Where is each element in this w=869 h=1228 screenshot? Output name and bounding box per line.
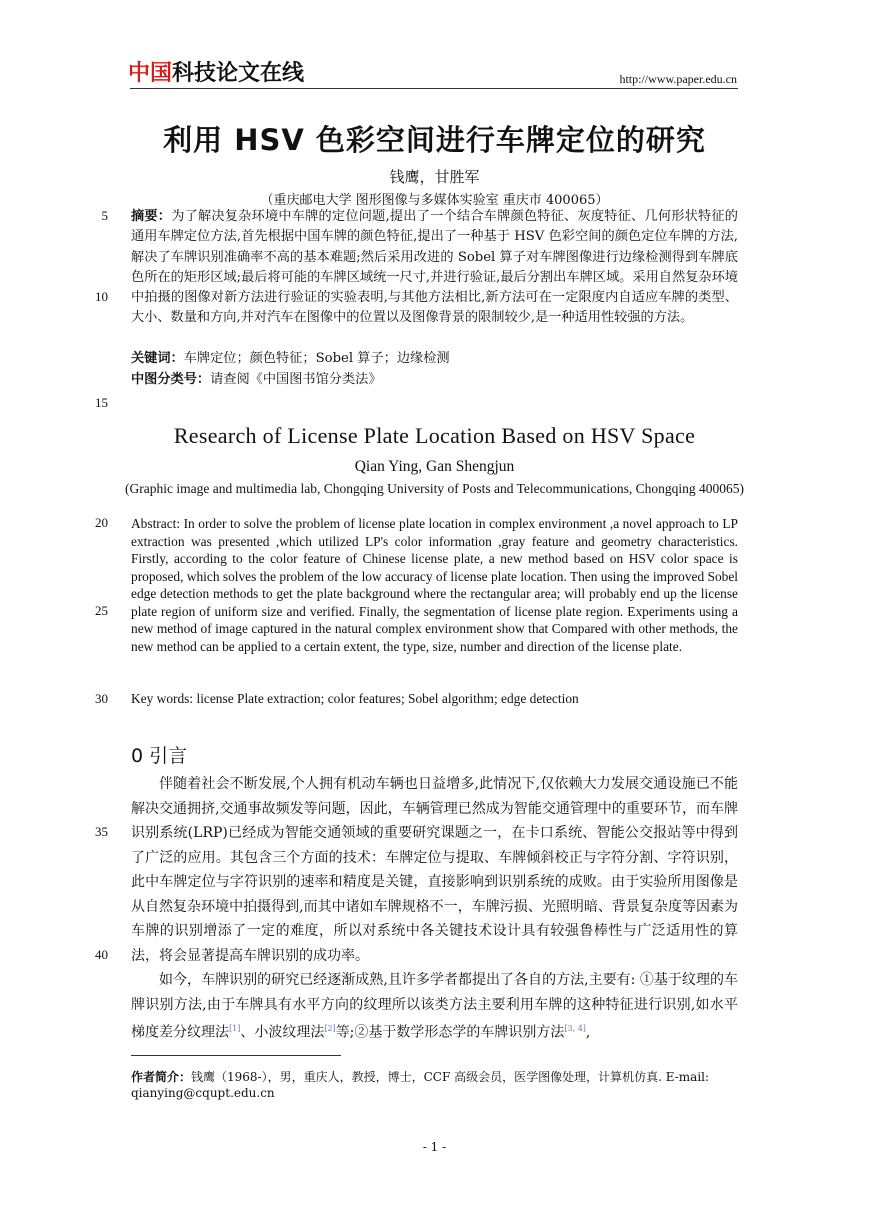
header-rule bbox=[130, 88, 738, 89]
english-authors: Qian Ying, Gan Shengjun bbox=[354, 458, 515, 475]
logo-red-text: 中国 bbox=[128, 61, 173, 86]
abstract-cn-text: 为了解决复杂环境中车牌的定位问题,提出了一个结合车牌颜色特征、灰度特征、几何形状特征的通用车牌定位方法,首先根据中国车牌的颜色特征,提出了一种基于 HSV 色彩空间的颜色定位车牌的方法,解决了车牌识别准确率不高的基本难题;然后采用改进的 Sobel 算子对车牌图像进行边缘检测得到车牌底色所在的矩形区域;最后将可能的车牌区域统一尺寸,并进行验证,最后分割出车牌区域。采用自然复杂环境中拍摄的图像对新方法进行验证的实验表明,与其他方法相比,新方法可在一定限度内自适应车牌的类型、大小、数量和方向,并对汽车在图像中的位置以及图像背景的限制较少,是一种适用性较强的方法。 bbox=[131, 209, 738, 326]
clc-text: 请查阅《中国图书馆分类法》 bbox=[210, 372, 382, 387]
logo-black-text: 科技论文在线 bbox=[172, 61, 305, 86]
clc-number bbox=[131, 370, 738, 390]
line-number: 5 bbox=[101, 208, 108, 223]
body-paragraph bbox=[131, 968, 738, 1045]
english-abstract-label: Abstract: bbox=[131, 516, 184, 531]
header-url[interactable]: http://www.paper.edu.cn bbox=[619, 72, 737, 86]
english-keywords bbox=[131, 691, 738, 707]
keywords-cn bbox=[131, 349, 738, 369]
abstract-cn-label: 摘要： bbox=[131, 209, 172, 224]
line-number: 20 bbox=[95, 515, 108, 530]
english-abstract-text: In order to solve the problem of license plate location in complex environment ,a novel approach to LP extraction was presented ,which utilized LP's color information ,gray feature and geometry characteristics. Firstly, according to the color feature of Chinese license plate, a new method based on HSV color space is proposed, which solves the problem of the low accuracy of license plate location. Then using the improved Sobel edge detection methods to get the plate background where the rectangular area; will probably end up the license plate region of uniform size and verified. Finally, the segmentation of license plate region. Experiments using a new method of image captured in the natural complex environment show that Compared with other methods, the new method can be applied to a certain extent, the type, size, number and direction of the license plate. bbox=[131, 516, 739, 654]
line-number: 30 bbox=[95, 691, 108, 706]
english-keywords-text: license Plate extraction; color features; Sobel algorithm; edge detection bbox=[196, 691, 579, 706]
abstract-cn bbox=[131, 207, 738, 329]
citation-link[interactable]: [1] bbox=[229, 1024, 241, 1033]
footnote-text: 钱鹰（1968-），男，重庆人，教授，博士，CCF 高级会员，医学图像处理，计算机仿真. E-mail: qianying@cqupt.edu.cn bbox=[131, 1070, 710, 1100]
section-heading: 0 引言 bbox=[131, 745, 188, 767]
body-paragraph: 伴随着社会不断发展,个人拥有机动车辆也日益增多,此情况下,仅依赖大力发展交通设施已不能解决交通拥挤,交通事故频发等问题，因此，车辆管理已然成为智能交通管理中的重要环节，而车牌识别系统(LRP)已经成为智能交通领域的重要研究课题之一，在卡口系统、智能公交报站等中得到了广泛的应用。其包含三个方面的技术：车牌定位与提取、车牌倾斜校正与字符分割、字符识别，此中车牌定位与字符识别的速率和精度是关键，直接影响到识别系统的成败。由于实验所用图像是从自然复杂环境中拍摄得到,而其中诸如车牌规格不一，车牌污损、光照明暗、背景复杂度等因素为车牌的识别增添了一定的难度，所以对系统中各关键技术设计具有较强鲁棒性与广泛适用性的算法，将会显著提高车牌识别的成功率。 bbox=[131, 776, 738, 964]
footnote-rule bbox=[131, 1055, 341, 1056]
line-number: 10 bbox=[95, 289, 108, 304]
english-title: Research of License Plate Location Based on HSV Space bbox=[173, 423, 696, 448]
body-text: 、小波纹理法 bbox=[240, 1024, 325, 1041]
keywords-cn-text: 车牌定位；颜色特征；Sobel 算子；边缘检测 bbox=[183, 351, 450, 366]
clc-label: 中图分类号： bbox=[131, 372, 211, 387]
line-number: 25 bbox=[95, 603, 108, 618]
line-number: 35 bbox=[95, 824, 108, 839]
page-number: - 1 - bbox=[422, 1140, 447, 1154]
footnote-label: 作者简介： bbox=[131, 1070, 192, 1084]
english-abstract bbox=[131, 515, 738, 655]
citation-link[interactable]: [2] bbox=[324, 1024, 336, 1033]
author-footnote bbox=[131, 1069, 738, 1101]
paper-title: 利用 HSV 色彩空间进行车牌定位的研究 bbox=[163, 123, 706, 157]
line-number: 15 bbox=[95, 395, 108, 410]
authors: 钱鹰，甘胜军 bbox=[389, 168, 480, 186]
site-logo bbox=[128, 60, 304, 88]
keywords-cn-label: 关键词： bbox=[131, 351, 184, 366]
section-body bbox=[131, 772, 738, 1045]
citation-link[interactable]: [3, 4] bbox=[564, 1024, 586, 1033]
body-text: 等;②基于数学形态学的车牌识别方法 bbox=[335, 1024, 565, 1041]
body-text: 如今，车牌识别的研究已经逐渐成熟,且许多学者都提出了各自的方法,主要有: ①基于纹理的车牌识别方法,由于车牌具有水平方向的纹理所以该类方法主要利用车牌的这种特征进行识别,如水平梯度差分纹理法 bbox=[131, 972, 738, 1041]
line-number: 40 bbox=[95, 947, 108, 962]
body-text: , bbox=[585, 1024, 591, 1041]
english-affiliation: (Graphic image and multimedia lab, Chongqing University of Posts and Telecommunications, Chongqing 400065) bbox=[125, 481, 744, 496]
english-keywords-label: Key words: bbox=[131, 691, 197, 706]
affiliation: （重庆邮电大学 图形图像与多媒体实验室 重庆市 400065） bbox=[260, 193, 609, 208]
